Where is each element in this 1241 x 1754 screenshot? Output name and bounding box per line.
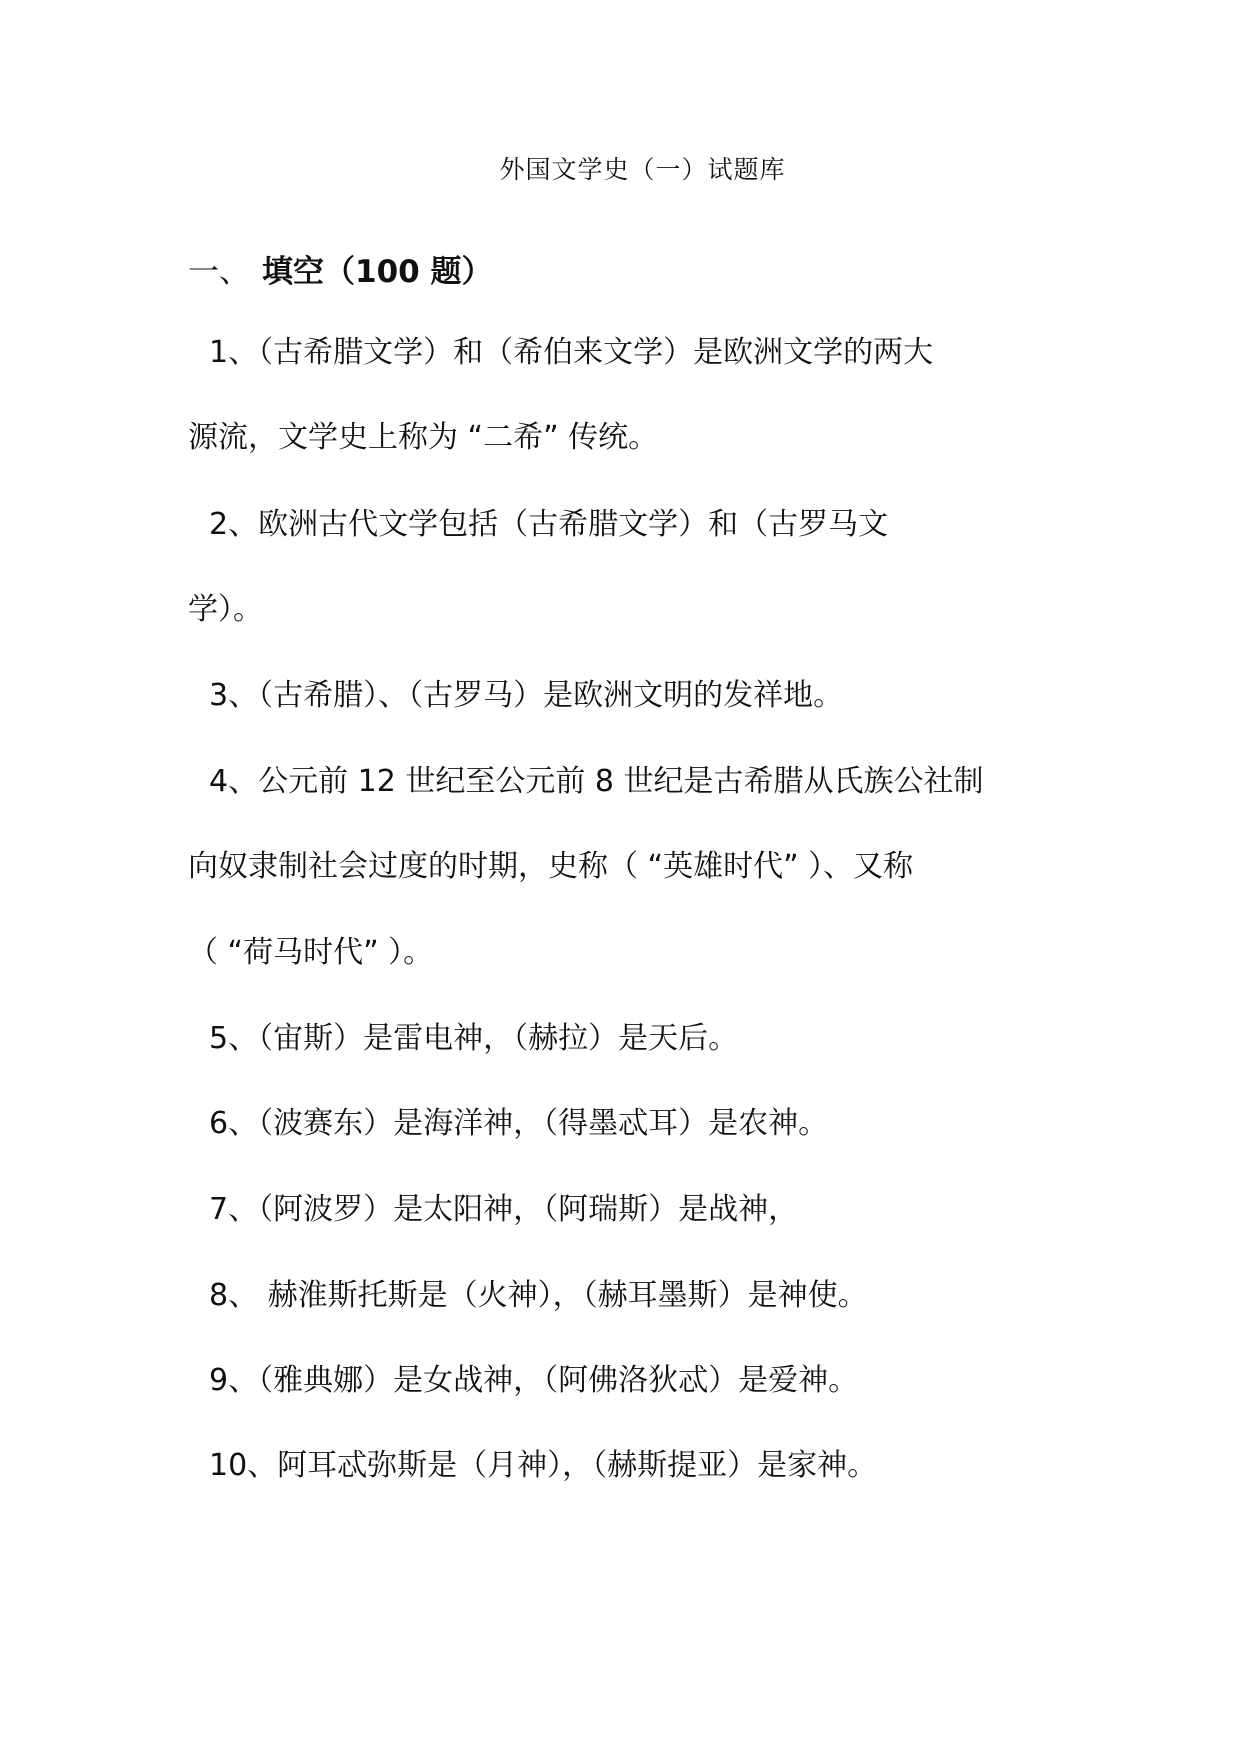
question-3: 3、（古希腊）、（古罗马）是欧洲文明的发祥地。 xyxy=(209,678,844,713)
question-4-line-3: （ “荷马时代” ）。 xyxy=(188,935,434,970)
question-1-line-2: 源流，文学史上称为 “二希” 传统。 xyxy=(188,420,659,455)
question-4-line-1: 4、公元前 12 世纪至公元前 8 世纪是古希腊从氏族公社制 xyxy=(209,764,984,799)
section-number: 一、 xyxy=(188,254,250,290)
section-label: 填空（100 题） xyxy=(262,254,493,290)
question-6: 6、（波赛东）是海洋神，（得墨忒耳）是农神。 xyxy=(209,1106,829,1141)
question-9: 9、（雅典娜）是女战神，（阿佛洛狄忒）是爱神。 xyxy=(209,1363,859,1398)
question-4-line-2: 向奴隶制社会过度的时期，史称（ “英雄时代” ）、又称 xyxy=(188,849,914,884)
question-1-line-1: 1、（古希腊文学）和（希伯来文学）是欧洲文学的两大 xyxy=(209,335,934,370)
question-10: 10、阿耳忒弥斯是（月神），（赫斯提亚）是家神。 xyxy=(209,1448,878,1483)
question-7: 7、（阿波罗）是太阳神，（阿瑞斯）是战神， xyxy=(209,1192,799,1227)
question-8: 8、 赫淮斯托斯是（火神），（赫耳墨斯）是神使。 xyxy=(209,1278,868,1313)
question-5: 5、（宙斯）是雷电神，（赫拉）是天后。 xyxy=(209,1021,739,1056)
section-heading xyxy=(188,246,493,291)
question-2-line-2: 学）。 xyxy=(188,592,263,627)
document-title: 外国文学史（一）试题库 xyxy=(499,155,786,184)
question-2-line-1: 2、欧洲古代文学包括（古希腊文学）和（古罗马文 xyxy=(209,507,889,542)
